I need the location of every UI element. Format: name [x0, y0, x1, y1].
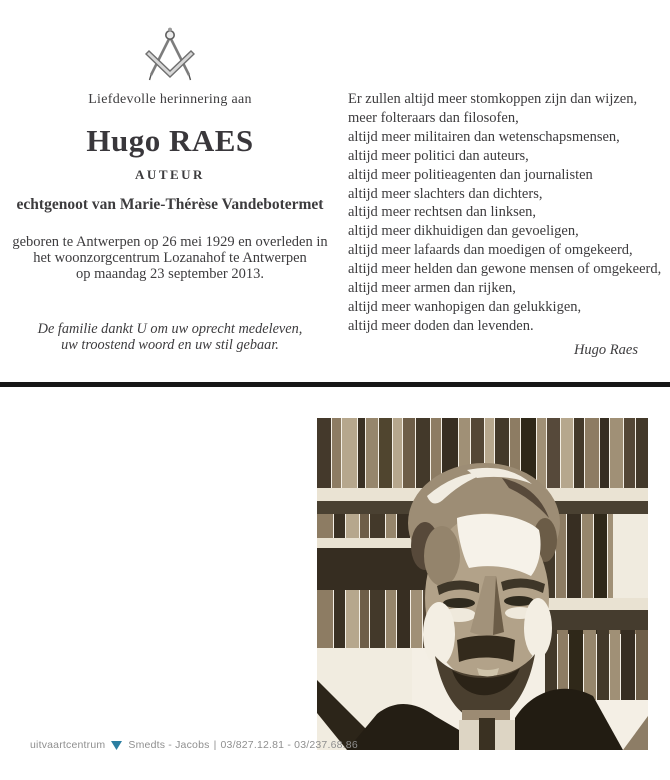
deceased-name: Hugo RAES: [86, 123, 254, 158]
portrait-photo: [317, 418, 648, 750]
poem-line: Er zullen altijd meer stomkoppen zijn dan wijzen,: [348, 91, 638, 107]
poem-line: altijd meer politici dan auteurs,: [348, 147, 529, 164]
poem: [348, 90, 662, 360]
life-dates: [0, 234, 340, 283]
life-line: geboren te Antwerpen op 26 mei 1929 en overleden in: [12, 234, 328, 250]
poem-signature: Hugo Raes: [573, 341, 638, 358]
life-line: het woonzorgcentrum Lozanahof te Antwerpen: [33, 250, 307, 267]
poem-line: altijd meer lafaards dan moedigen of omgekeerd,: [348, 242, 633, 259]
poem-line: altijd meer politieagenten dan journalisten: [348, 166, 593, 183]
poem-line: altijd meer rechtsen dan linksen,: [348, 204, 537, 221]
thanks-line: uw troostend woord en uw stil gebaar.: [61, 336, 279, 353]
funeral-home-footer: [30, 739, 358, 751]
square-and-compasses-icon: [139, 27, 201, 85]
footer-phones: 03/827.12.81 - 03/237.68.86: [220, 739, 358, 751]
deceased-title: AUTEUR: [135, 167, 205, 182]
poem-line: altijd meer armen dan rijken,: [348, 280, 516, 297]
footer-prefix: uitvaartcentrum: [30, 739, 106, 751]
poem-line: altijd meer dikhuidigen dan gevoeligen,: [348, 223, 579, 240]
poem-line: meer folteraars dan filosofen,: [348, 109, 519, 126]
footer-separator: |: [213, 739, 217, 751]
memorial-line: Liefdevolle herinnering aan: [88, 92, 252, 107]
family-thanks: [0, 322, 340, 354]
poem-line: altijd meer doden dan levenden.: [348, 317, 534, 334]
poem-line: altijd meer slachters dan dichters,: [348, 185, 543, 202]
poem-line: altijd meer helden dan gewone mensen of omgekeerd,: [348, 261, 662, 278]
life-line: op maandag 23 september 2013.: [75, 266, 265, 283]
poem-line: altijd meer wanhopigen dan gelukkigen,: [348, 298, 582, 315]
triangle-down-icon: [111, 741, 122, 750]
spouse-line: echtgenoot van Marie-Thérèse Vandebotermet: [16, 196, 324, 213]
thanks-line: De familie dankt U om uw oprecht medeleven,: [37, 321, 303, 337]
poem-line: altijd meer militairen dan wetenschapsmensen,: [348, 128, 620, 145]
section-divider: [0, 382, 670, 387]
footer-company-name: Smedts - Jacobs: [128, 739, 210, 751]
